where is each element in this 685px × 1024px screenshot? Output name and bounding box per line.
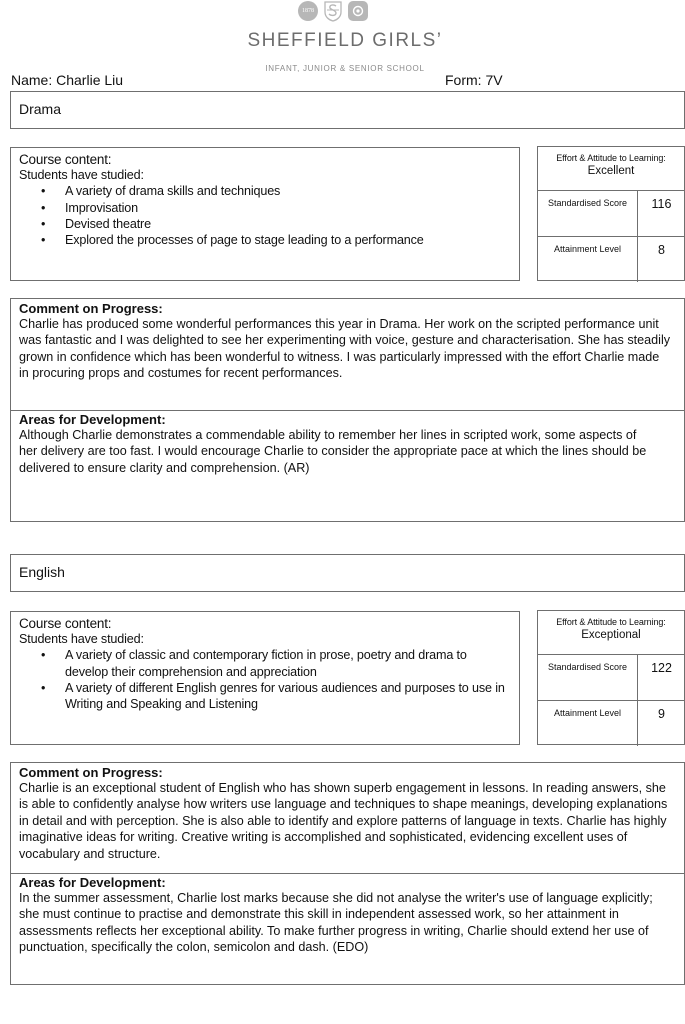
- course-item: • Devised theatre: [19, 216, 515, 232]
- score-label: Standardised Score: [538, 191, 638, 236]
- attainment-value: 9: [658, 707, 665, 721]
- subject-title: English: [19, 564, 65, 580]
- comment-heading: Comment on Progress:: [19, 301, 163, 316]
- score-row: [538, 655, 684, 701]
- student-form: Form: 7V: [445, 72, 503, 88]
- course-content-box: [10, 611, 520, 745]
- school-logos: [298, 0, 374, 22]
- comment-text: Charlie has produced some wonderful performances this year in Drama. Her work on the scripted performance unit was fantastic and I was delighted to see her experimenting with voice, gesture and characterisation. She has steadily grown in confidence which has been wonderful to witness. I was particularly impressed with the effort Charlie made in procuring props and costumes for recent performances.: [19, 317, 671, 381]
- score-value: 122: [651, 661, 672, 675]
- effort-cell: [538, 611, 684, 655]
- attainment-label: Attainment Level: [538, 701, 638, 746]
- effort-cell: [538, 147, 684, 191]
- course-items-list: [19, 647, 505, 712]
- effort-value: Excellent: [587, 165, 635, 177]
- course-item: • A variety of different English genres for various audiences and purposes to use in Writing and Speaking and Listening: [19, 680, 505, 713]
- rose-emblem-icon: [348, 1, 368, 21]
- development-text: Although Charlie demonstrates a commendable ability to remember her lines in scripted work, some aspects of her delivery are too fast. I would encourage Charlie to consider the appropriate pace at which the lines should be delivered to ensure clarity and comprehension. (AR): [19, 428, 647, 475]
- school-name: SHEFFIELD GIRLS’: [247, 30, 443, 51]
- course-content-heading: Course content:: [19, 616, 112, 631]
- score-value: 116: [651, 197, 672, 211]
- effort-label: Effort & Attitude to Learning:: [556, 153, 666, 163]
- crest-shield-icon: [324, 1, 342, 22]
- founding-year-badge-icon: 1878: [298, 1, 318, 21]
- course-item: • A variety of drama skills and techniques: [19, 183, 515, 199]
- subject-title: Drama: [19, 101, 62, 117]
- course-content-box: [10, 147, 520, 281]
- grades-table: [537, 146, 685, 281]
- comment-heading: Comment on Progress:: [19, 765, 163, 780]
- score-row: [538, 191, 684, 237]
- attainment-row: [538, 701, 684, 746]
- course-item: • Improvisation: [19, 200, 515, 216]
- comment-box: [10, 298, 685, 411]
- score-label: Standardised Score: [538, 655, 638, 700]
- subject-title-box: [10, 91, 685, 129]
- course-item: • A variety of classic and contemporary fiction in prose, poetry and drama to develop their comprehension and appreciation: [19, 647, 505, 680]
- attainment-value: 8: [658, 243, 665, 257]
- course-intro: Students have studied:: [19, 168, 144, 182]
- development-box: [10, 410, 685, 522]
- grades-table: [537, 610, 685, 745]
- comment-text: Charlie is an exceptional student of English who has shown superb engagement in lessons. In reading answers, she is able to confidently analyse how writers use language and techniques to shape meanings, developing explanations in detail and with perception. She is also able to identify and explore patterns of language in texts. Charlie has highly imaginative ideas for writing. Creative writing is accomplished and sophisticated, evidencing excellent uses of vocabulary and structure.: [19, 781, 668, 861]
- attainment-row: [538, 237, 684, 282]
- development-box: [10, 873, 685, 985]
- course-item: • Explored the processes of page to stage leading to a performance: [19, 232, 515, 248]
- course-content-heading: Course content:: [19, 152, 112, 167]
- school-subtitle: INFANT, JUNIOR & SENIOR SCHOOL: [265, 64, 425, 73]
- comment-box: [10, 762, 685, 875]
- subject-title-box: [10, 554, 685, 592]
- development-heading: Areas for Development:: [19, 875, 166, 890]
- development-text: In the summer assessment, Charlie lost marks because she did not analyse the writer's use of language explicitly; she must continue to practise and demonstrate this skill in independent assessed work, so her attainment in assessments reflects her exceptional ability. To make further progress in writing, Charlie should extend her use of punctuation, specifically the colon, semicolon and dash. (EDO): [19, 891, 653, 955]
- attainment-label: Attainment Level: [538, 237, 638, 282]
- effort-label: Effort & Attitude to Learning:: [556, 617, 666, 627]
- course-items-list: [19, 183, 515, 248]
- development-heading: Areas for Development:: [19, 412, 166, 427]
- effort-value: Exceptional: [581, 629, 641, 641]
- course-intro: Students have studied:: [19, 632, 144, 646]
- student-name: Name: Charlie Liu: [11, 72, 124, 88]
